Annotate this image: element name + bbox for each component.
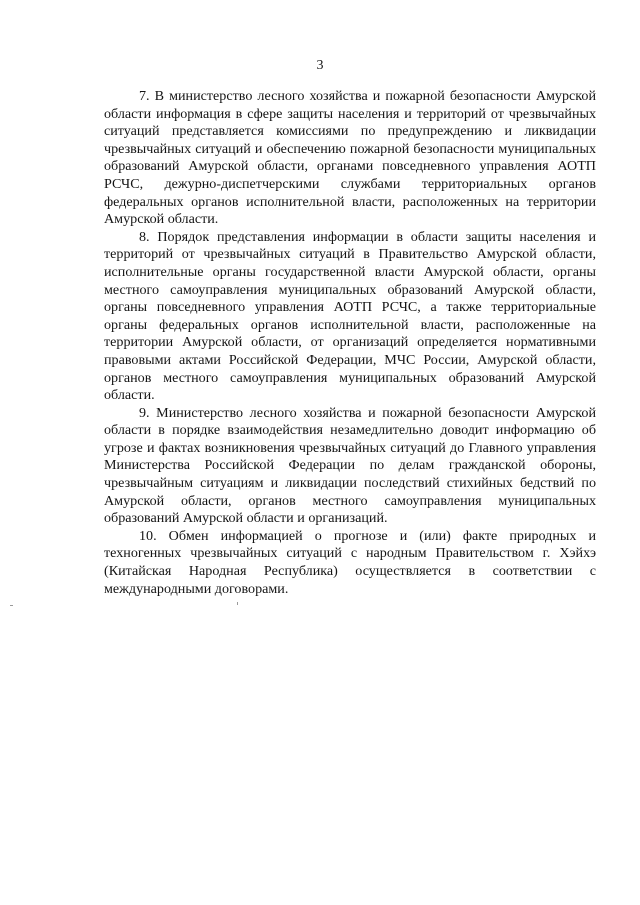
page-number: 3 — [316, 58, 324, 73]
scan-speck — [10, 605, 13, 606]
paragraph-9: 9. Министерство лесного хозяйства и пожарной безопасности Амурской области в порядке взаимодействия незамедлительно доводит информацию об угрозе и фактах возникновения чрезвычайных ситуаций до Главного управления Министерства Российской Федерации по делам гражданской обороны, чрезвычайным ситуациям и ликвидации последствий стихийных бедствий по Амурской области, органов местного самоуправления муниципальных образований Амурской области и организаций. — [104, 404, 596, 527]
paragraph-7: 7. В министерство лесного хозяйства и пожарной безопасности Амурской области информация в сфере защиты населения и территорий от чрезвычайных ситуаций представляется комиссиями по предупреждению и ликвидации чрезвычайных ситуаций и обеспечению пожарной безопасности муниципальных образований Амурской области, органами повседневного управления АОТП РСЧС, дежурно-диспетчерскими службами территориальных органов федеральных органов исполнительной власти, расположенных на территории Амурской области. — [104, 88, 596, 228]
document-body — [104, 88, 596, 598]
paragraph-10: 10. Обмен информацией о прогнозе и (или) факте природных и техногенных чрезвычайных ситуаций с народным Правительством г. Хэйхэ (Китайская Народная Республика) осуществляется в соответствии с международными договорами. — [104, 527, 596, 597]
paragraph-8: 8. Порядок представления информации в области защиты населения и территорий от чрезвычайных ситуаций в Правительство Амурской области, исполнительные органы государственной власти Амурской области, органы местного самоуправления муниципальных образований Амурской области, органы повседневного управления АОТП РСЧС, а также территориальные органы федеральных органов исполнительной власти, расположенные на территории Амурской области, от организаций определяется нормативными правовыми актами Российской Федерации, МЧС России, Амурской области, органов местного самоуправления муниципальных образований Амурской области. — [104, 228, 596, 404]
scan-speck — [237, 602, 238, 605]
